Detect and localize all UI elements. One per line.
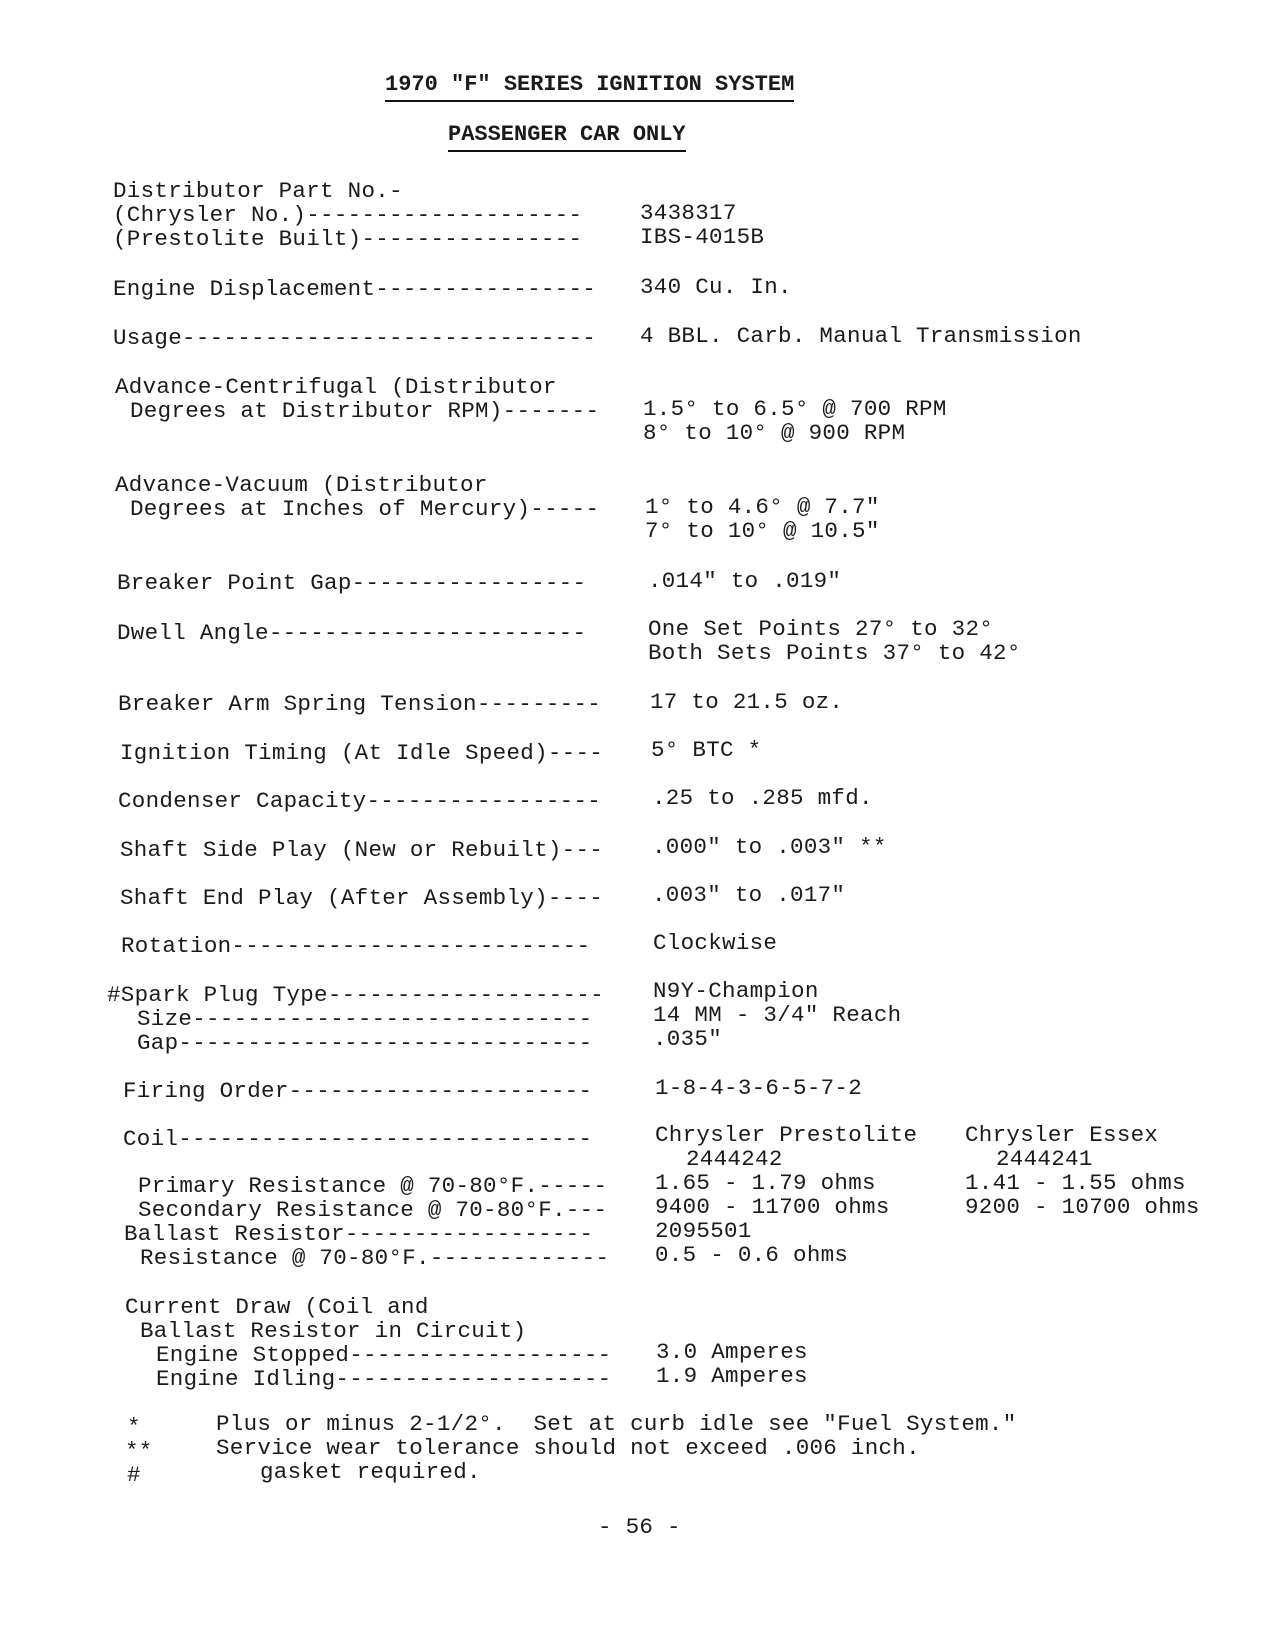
prestolite-label: (Prestolite Built)---------------- [113,226,583,252]
ballast-resistance-label: Resistance @ 70-80°F.------------- [140,1245,610,1271]
shaft-end-play-label: Shaft End Play (After Assembly)---- [120,885,604,911]
engine-idling-label: Engine Idling-------------------- [156,1366,612,1392]
chrysler-no-label: (Chrysler No.)-------------------- [113,202,583,228]
ballast-resistor-label: Ballast Resistor------------------ [124,1221,594,1247]
coil-prestolite-value: Chrysler Prestolite [655,1122,918,1148]
usage-label: Usage------------------------------ [113,325,597,351]
breaker-arm-tension-label: Breaker Arm Spring Tension--------- [118,691,602,717]
footnote-2-text: Service wear tolerance should not exceed .006 inch. [216,1435,920,1461]
advance-vacuum-value-1: 1° to 4.6° @ 7.7" [645,494,880,520]
shaft-end-play-value: .003" to .017" [652,882,846,908]
spark-plug-gap-value: .035" [653,1026,723,1052]
footnote-2-mark: ** [125,1438,153,1464]
advance-centrifugal-label-1: Advance-Centrifugal (Distributor [115,374,557,400]
condenser-capacity-label: Condenser Capacity----------------- [118,788,602,814]
spark-plug-type-label: #Spark Plug Type-------------------- [107,982,604,1008]
advance-centrifugal-value-1: 1.5° to 6.5° @ 700 RPM [643,396,947,422]
primary-resistance-essex: 1.41 - 1.55 ohms [965,1170,1186,1196]
secondary-resistance-essex: 9200 - 10700 ohms [965,1194,1200,1220]
footnote-1-mark: * [127,1414,141,1440]
engine-displacement-label: Engine Displacement---------------- [113,276,597,302]
distributor-heading: Distributor Part No.- [113,178,403,204]
dwell-angle-value-1: One Set Points 27° to 32° [648,616,994,642]
footnote-3-text: gasket required. [260,1459,481,1485]
breaker-point-gap-label: Breaker Point Gap----------------- [117,570,587,596]
engine-stopped-value: 3.0 Amperes [656,1339,808,1365]
coil-essex-value: Chrysler Essex [965,1122,1159,1148]
coil-prestolite-number: 2444242 [686,1146,783,1172]
prestolite-value: IBS-4015B [640,224,765,250]
spark-plug-gap-label: Gap------------------------------ [137,1030,593,1056]
page-number: - 56 - [598,1514,681,1540]
footnote-3-mark: # [127,1462,141,1488]
shaft-side-play-label: Shaft Side Play (New or Rebuilt)--- [120,837,604,863]
ballast-resistance-value: 0.5 - 0.6 ohms [655,1242,849,1268]
current-draw-label-1: Current Draw (Coil and [125,1294,429,1320]
breaker-point-gap-value: .014" to .019" [648,568,842,594]
secondary-resistance-label: Secondary Resistance @ 70-80°F.--- [138,1197,608,1223]
dwell-angle-label: Dwell Angle----------------------- [117,620,587,646]
shaft-side-play-value: .000" to .003" ** [652,834,887,860]
footnote-1-text: Plus or minus 2-1/2°. Set at curb idle see "Fuel System." [216,1411,1017,1437]
ignition-timing-value: 5° BTC * [651,737,762,763]
rotation-value: Clockwise [653,930,778,956]
spark-plug-size-label: Size----------------------------- [137,1006,593,1032]
advance-vacuum-label-2: Degrees at Inches of Mercury)----- [130,496,600,522]
current-draw-label-2: Ballast Resistor in Circuit) [140,1318,527,1344]
coil-essex-number: 2444241 [996,1146,1093,1172]
engine-displacement-value: 340 Cu. In. [640,274,792,300]
spark-plug-size-value: 14 MM - 3/4" Reach [653,1002,902,1028]
breaker-arm-tension-value: 17 to 21.5 oz. [650,689,844,715]
ignition-timing-label: Ignition Timing (At Idle Speed)---- [120,740,604,766]
ballast-resistor-value: 2095501 [655,1218,752,1244]
engine-idling-value: 1.9 Amperes [656,1363,808,1389]
chrysler-no-value: 3438317 [640,200,737,226]
coil-label: Coil------------------------------ [123,1126,593,1152]
dwell-angle-value-2: Both Sets Points 37° to 42° [648,640,1021,666]
usage-value: 4 BBL. Carb. Manual Transmission [640,323,1082,349]
advance-vacuum-value-2: 7° to 10° @ 10.5" [645,518,880,544]
primary-resistance-value: 1.65 - 1.79 ohms [655,1170,876,1196]
spark-plug-type-value: N9Y-Champion [653,978,819,1004]
primary-resistance-label: Primary Resistance @ 70-80°F.----- [138,1173,608,1199]
firing-order-label: Firing Order---------------------- [123,1078,593,1104]
engine-stopped-label: Engine Stopped------------------- [156,1342,612,1368]
firing-order-value: 1-8-4-3-6-5-7-2 [655,1075,863,1101]
rotation-label: Rotation-------------------------- [121,933,591,959]
page-title: 1970 "F" SERIES IGNITION SYSTEM [385,72,794,102]
page-subtitle: PASSENGER CAR ONLY [448,122,686,152]
advance-vacuum-label-1: Advance-Vacuum (Distributor [115,472,488,498]
condenser-capacity-value: .25 to .285 mfd. [652,785,873,811]
advance-centrifugal-label-2: Degrees at Distributor RPM)------- [130,398,600,424]
secondary-resistance-value: 9400 - 11700 ohms [655,1194,890,1220]
advance-centrifugal-value-2: 8° to 10° @ 900 RPM [643,420,906,446]
